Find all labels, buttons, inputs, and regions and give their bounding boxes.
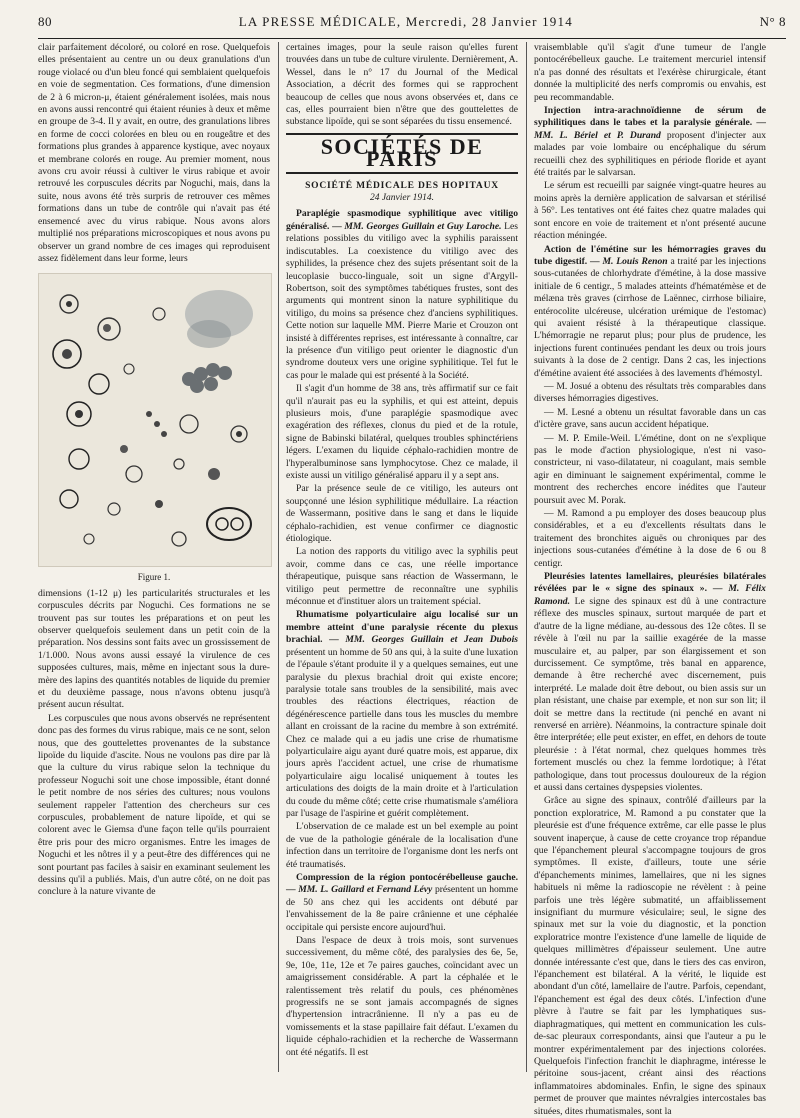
paragraph: Le sérum est recueilli par saignée vingt-quatre heures au moins après la dernière application de salvarsan et stérilisé à 56°. Les tentatives ont été faites chez quatre malades qui sont encore en voie de traitement et n'ont présenté aucune réaction méningée. [534, 180, 766, 242]
paragraph: — M. Josué a obtenu des résultats très comparables dans diverses hémorragies digestives. [534, 380, 766, 405]
issue-number: N° 8 [759, 14, 786, 29]
column-3 [534, 42, 766, 1117]
article-authors: MM. L. Bériel et P. Durand [534, 129, 661, 141]
article-heading [534, 105, 766, 179]
paragraph: vraisemblable qu'il s'agit d'une tumeur de l'angle pontocérébelleux gauche. Le traitement mercuriel intensif n'a pas donné des résultats et l'exérèse chirurgicale, étant donnée la multiplicité des nerfs compromis ou envahis, est peu recommandable. [534, 42, 766, 103]
society-heading: SOCIÉTÉ MÉDICALE DES HOPITAUX [305, 180, 499, 191]
article-title: Paraplégie spasmodique syphilitique avec vitiligo généralisé. — [286, 208, 518, 232]
page-number: 80 [38, 14, 52, 29]
paragraph: certaines images, pour la seule raison qu'elles furent trouvées dans un tube de culture virulente. Dernièrement, A. Wessel, dans le n° 17 du Journal of the Medical Association, a décrit des formes qui se rapprochent beaucoup de celles que nous avons observées et, dans ce cas, elles pourraient bien n'être que des gouttelettes de substance lipoïde, qui se sont séparées du tissu ensemencé. [286, 42, 518, 128]
paragraph: Les corpuscules que nous avons observés ne représentent donc pas des formes du virus rabique, mais ce ne sont, selon nous, que des gouttelettes provenantes de la substance lipoïde du liquide d'ascite. Nous ne voulons pas dire par là que la culture du virus rabique selon la technique du professeur Noguchi soit une chose impossible, étant donné le petit nombre de nos séries des cultures; nous voulons seulement rappeler l'attention des chercheurs sur ces corpuscules, probablement de nature lipoïde, et qui se colorent avec le Giemsa d'une façon telle qu'ils pourraient être pris pour des micro organismes. Entre les images de Noguchi et les nôtres il y a peut-être des différences qui ne sont pourtant pas faciles à saisir en examinant seulement les dessins qu'il a publiés. Mais, d'un autre côté, on ne doit pas conclure à la nature vivante de [38, 712, 270, 898]
text-columns [38, 42, 786, 1117]
article-text: présentent un homme de 50 ans chez qui les accidents ont débuté par l'envahissement de la 8e paire crânienne et une céphalée occipitale qui persiste encore aujourd'hui. [286, 884, 518, 933]
article-authors: M. Félix Ramond. [534, 583, 766, 607]
article-authors: MM. Georges Guillain et Guy Laroche. [344, 220, 502, 232]
paragraph: Dans l'espace de deux à trois mois, sont survenues successivement, du même côté, des paralysies des 6e, 5e, 9e, 10e, 11e, 12e et 7e paires gauches, coïncidant avec un amaigrissement considérable. A part la céphalée et le ralentissement très relatif du pouls, ces phénomènes progressifs ne se sont jamais accompagnés de signes d'hypertension intracrânienne. Il n'y a pas eu de vomissements et la stase papillaire fait défaut. L'examen du liquide céphalo-rachidien et la recherche de Wassermann ont été négatifs. Il est [286, 935, 518, 1058]
running-title: LA PRESSE MÉDICALE, Mercredi, 28 Janvier 1914 [238, 14, 573, 29]
article-authors: MM. Georges Guillain et Jean Dubois [345, 634, 518, 646]
article-authors: M. Louis Renon [602, 255, 668, 267]
article-title: Injection intra-arachnoïdienne de sérum de syphilitiques dans le tabes et la paralysie générale. — [534, 105, 766, 129]
section-title: SOCIÉTÉS DE PARIS [286, 133, 518, 174]
session-date: 24 Janvier 1914. [369, 193, 435, 204]
column-divider [278, 42, 279, 1072]
column-2 [286, 42, 518, 1072]
article-text: a traité par les injections sous-cutanées de chlorhydrate d'émétine, à la dose massive initiale de 6 centigr., 5 malades atteints d'hématémèse et de mélæna très graves (cirrhose de Laënnec, cirrhose biliaire, entérocolite ulcéreuse, ulcération urémique de l'estomac) qui avaient résisté à la thérapeutique classique. L'hémorragie ne reparut plus; pour plus de prudence, les injections furent continuées pendant les deux ou trois jours suivants à la dose de 2 centigr. Dans 2 cas, les injections d'émétine avaient été associées à des lavements d'hémostyl. [534, 255, 766, 379]
paragraph: La notion des rapports du vitiligo avec la syphilis peut avoir, comme dans ce cas, une réelle importance thérapeutique, puisque sans réaction de Wassermann, le vitiligo peut permettre de reconnaître une syphilis méconnue et d'instituer alors un traitement spécial. [286, 546, 518, 608]
article-title: Action de l'émétine sur les hémorragies graves du tube digestif. — [534, 243, 766, 267]
article-text: proposent d'injecter aux malades par voie lombaire ou encéphalique du sérum recueilli chez des syphilitiques en période floride et ayant été traités par le salvarsan. [534, 129, 766, 179]
paragraph: Il s'agit d'un homme de 38 ans, très affirmatif sur ce fait qu'il n'aurait pas eu la syphilis, et qui est atteint, depuis plusieurs mois, d'une paraplégie spasmodique avec exagération des réflexes, clonus du pied et de la rotule, signe de Babinski bilatéral, quelques troubles sphinctériens légers. L'examen du liquide céphalo-rachidien montre de l'hyperalbuminose sans lymphocytose. Chez ce malade, il existe aussi un vitiligo généralisé apparu il y a sept ans. [286, 383, 518, 481]
article-heading [286, 872, 518, 934]
column-1 [38, 42, 270, 1072]
article-heading [286, 208, 518, 382]
paragraph: — M. Lesné a obtenu un résultat favorable dans un cas d'ictère grave, sans aucun accident hépatique. [534, 406, 766, 431]
paragraph: clair parfaitement décoloré, ou coloré en rose. Quelquefois elles présentaient au centre un ou deux granulations d'un rouge violacé ou d'un bleu foncé qui semblaient quelquefois en voie de segmentation. Ces formations, d'une dimension de 2 à 6 micron-μ, étaient généralement isolées, mais nous en avons aussi rencontré qui étaient réunies à deux et même en groupe de 3-4. Il y avait, en outre, des granulations libres en forme de cocci colorées en bleu ou en rougeâtre et des formations plus grandes à apparence kystique, avec noyaux et membrane colorés en rouge. Au premier moment, nous avons cru avoir réussi à cultiver le virus rabique et avoir retrouvé les corpuscules décrits par Noguchi, mais, dans la suite, nous avons été très surpris de retrouver ces mêmes formations dans un tube de contrôle qui n'avait pas été ensemencé avec du virus rabique. Nous avons alors multiplié nos préparations microscopiques et nous avons pu observer un grand nombre de ces images qui reproduisent assez fidèlement dans leur forme, leurs [38, 42, 270, 264]
page-header [38, 14, 786, 39]
paragraph: dimensions (1-12 μ) les particularités structurales et les corpuscules décrits par Noguchi. Ces formations ne se trouvent pas sur toutes les préparations et on peut les observer quelquefois seulement dans un petit coin de la préparation. Nos dessins sont faits avec un grossissement de 1/1.000. Nous avons aussi essayé la virulence de ces supposées cultures, mais, même en injectant sous la dure-mère des lapins des quantités notables de liquide du premier et du deuxième passage, nous n'avons obtenu jusqu'à présent aucun résultat. [38, 587, 270, 711]
article-heading [534, 571, 766, 794]
article-heading [534, 244, 766, 380]
article-text: Les relations possibles du vitiligo avec la syphilis paraissent indiscutables. La coexistence du vitiligo avec des syphilides, la présence chez des sujets présentant soit de la leucoplasie bucco-linguale, soit un signe d'Argyll-Robertson, soit des symptômes tabétiques frustes, sont des arguments qui montrent sinon la nature syphilitique du vitiligo, du moins sa présence chez d'anciens syphilitiques. Cette notion sur laquelle MM. Pierre Marie et Crouzon ont insisté à différentes reprises, est intéressante à connaître, car la présence d'un vitiligo peut orienter le diagnostic d'un syndrome douteux vers une origine syphilitique. Tel fut le cas pour le malade qui est présenté à la Société. [286, 220, 518, 381]
article-title: Compression de la région pontocérébelleuse gauche. — [286, 872, 518, 896]
article-title: Rhumatisme polyarticulaire aigu localisé sur un membre atteint d'une paralysie récente du plexus brachial. — [286, 609, 518, 646]
paragraph: Par la présence seule de ce vitiligo, les auteurs ont soupçonné une lésion syphilitique médullaire. La réaction de Wassermann, positive dans le sang et dans le liquide céphalo-rachidien, est venue confirmer ce diagnostic étiologique. [286, 483, 518, 545]
article-text: présentent un homme de 50 ans qui, à la suite d'une luxation de l'épaule s'étant produite il y a quelques semaines, eut une paralysie du plexus brachial droit qui existe encore; paralysie totale sans troubles de la sensibilité, mais avec troubles des réactions électriques, réaction de dégénérescence partielle dans tous les muscles du membre allant en croissant de la racine du membre à son extrémité. Chez ce malade qui a eu jadis une crise de rhumatisme polyarticulaire aigu ayant duré quatre mois, est apparue, dix jours après l'accident actuel, une crise de rhumatisme polyarticulaire aigu localisé uniquement à toutes les articulations des doigts de la main droite et à l'articulation du coude du même côté; cette crise rhumatismale s'améliora par l'usage de l'aspirine et guérit complètement. [286, 646, 518, 819]
article-text: Le signe des spinaux est dû à une contracture réflexe des muscles spinaux, surtout marquée de part et d'autre de la ligne médiane, au-dessous des 12e côtes. Il se révèle à l'œil nu par la saillie exagérée de la masse musculaire et, au palper, par son élargissement et son durcissement. Ce symptôme, très banal en apparence, demande à être recherché avec discernement, puis interprété. Le malade doit être debout, ou bien assis sur un plan résistant, une chaise par exemple, et non sur son lit; il doit se mettre dans la rectitude (ni penché en avant ni renversé en arrière). Néanmoins, la contracture spinale doit être interprétée; elle peut exister, en effet, en dehors de toute pleurésie : à l'état normal, chez quelques hommes très fortement musclés ou chez la femme lordotique; à l'état pathologique, dans tout processus douloureux de la région et aussi dans certaines dyspepsies violentes. [534, 595, 766, 793]
paragraph: — M. P. Emile-Weil. L'émétine, dont on ne s'explique pas le mode d'action physiologique, n'est ni vaso-constricteur, ni vaso-dilatateur, ni coagulant, mais semble agir en diminuant le saignement expérimental, comme le montrent des recherches encore inédites que l'auteur poursuit avec M. Porak. [534, 432, 766, 506]
paragraph: — M. Ramond a pu employer des doses beaucoup plus considérables, et a eu d'excellents résultats dans le traitement des bronchites aiguës ou chroniques par des injections sous-cutanées d'émétine à la dose de 6 ou 8 centigr. [534, 508, 766, 569]
microscopy-drawing [39, 274, 271, 566]
figure-1-illustration [38, 273, 272, 567]
newspaper-page [38, 14, 786, 1117]
article-authors: MM. L. Gaillard et Fernand Lévy [298, 884, 433, 896]
paragraph: L'observation de ce malade est un bel exemple au point de vue de la pathologie générale de la localisation d'une infection dans un territoire de l'organisme dont les nerfs ont été traumatisés. [286, 821, 518, 870]
article-heading [286, 609, 518, 820]
column-divider [526, 42, 527, 1072]
paragraph: Grâce au signe des spinaux, contrôlé d'ailleurs par la ponction exploratrice, M. Ramond a pu constater que la pleurésie est d'une fréquence extrême, car elle passe le plus souvent inaperçue, à cause de cette croyance trop répandue que l'épanchement pleural s'accompagne toujours de gros symptômes. Il existe, d'ailleurs, toute une série d'épanchements minimes, lamellaires, que ni les signes habituels ni même la radioscopie ne révèlent : à peine parfois une très légère submatité, un affaiblissement insignifiant du murmure vésiculaire; seul, le signe des spinaux met sur la voie du diagnostic, et la ponction exploratrice montre l'existence d'une lamelle de liquide de quelques millimètres d'épaisseur seulement. Une autre donnée intéressante c'est que, dans le tiers des cas environ, l'épanchement est bilatéral. A la vérité, le liquide est abondant d'un côté, lamellaire de l'autre. Parfois, cependant, l'épanchement est égal des deux côtés. L'infection d'une plèvre à l'autre se fait par les lymphatiques sus-diaphragmatiques, qui mettent en communication les culs-de-sac pleuraux correspondants, ainsi que l'auteur a pu le montrer expérimentalement par des injections colorées. Quelquefois l'infection franchit le diaphragme, intéresse le péritoine sous-jacent, créant ainsi des réactions inflammatoires abdominales. Enfin, le signe des spinaux permet de prouver que maintes névralgies intercostales bas situées, dites rhumatismales, sont la [534, 795, 766, 1117]
figure-caption: Figure 1. [137, 572, 171, 583]
article-title: Pleurésies latentes lamellaires, pleurésies bilatérales révélées par le « signe des spinaux ». — [534, 571, 766, 595]
